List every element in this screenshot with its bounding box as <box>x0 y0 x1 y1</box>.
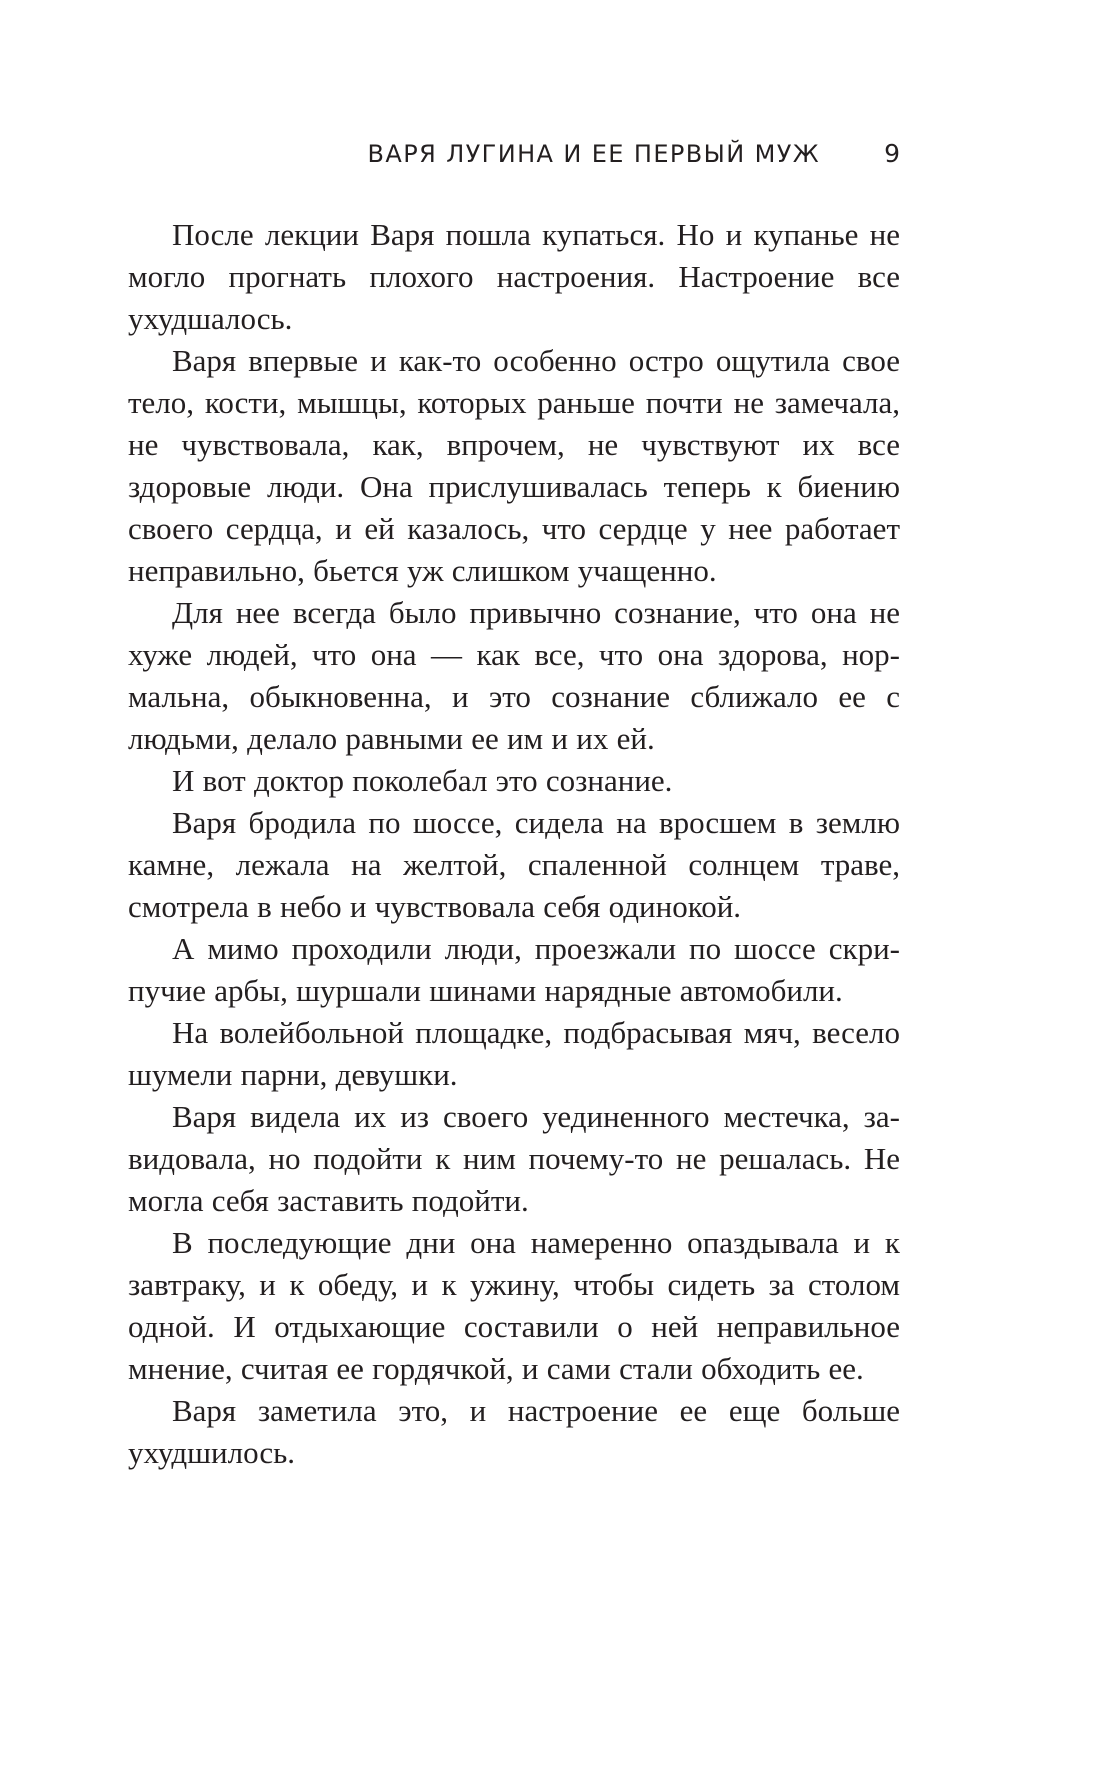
paragraph: А мимо проходили люди, проезжали по шоссе скрипучие арбы, шуршали шинами нарядные автомобили. <box>128 931 900 1008</box>
paragraph: Варя заметила это, и настроение ее еще больше ухудшилось. <box>128 1393 900 1470</box>
body-text <box>128 214 900 1474</box>
paragraph: На волейбольной площадке, подбрасывая мяч, весело шумели парни, девушки. <box>128 1015 900 1092</box>
paragraph: После лекции Варя пошла купаться. Но и купанье не могло прогнать плохого настроения. Настроение все ухудшалось. <box>128 217 900 336</box>
paragraph: Варя видела их из своего уединенного местечка, завидовала, но подойти к ним почему-то не решалась. Не могла себя заставить подойти. <box>128 1099 900 1218</box>
paragraph: Варя впервые и как-то особенно остро ощутила свое тело, кости, мышцы, которых раньше почти не замечала, не чувствовала, как, впрочем, не чувствуют их все здоровые люди. Она прислушивалась теперь к биению своего сердца, и ей казалось, что сердце у нее работает неправильно, бьется уж слишком учащенно. <box>128 343 900 588</box>
page-number: 9 <box>884 139 900 168</box>
paragraph: Для нее всегда было привычно сознание, что она не хуже людей, что она — как все, что она здорова, нормальна, обыкновенна, и это сознание сближало ее с людьми, делало равными ее им и их ей. <box>128 595 900 756</box>
paragraph: Варя бродила по шоссе, сидела на вросшем в землю камне, лежала на желтой, спаленной солнцем траве, смотрела в небо и чувствовала себя одинокой. <box>128 805 900 924</box>
paragraph: И вот доктор поколебал это сознание. <box>172 763 673 798</box>
running-header-title: ВАРЯ ЛУГИНА И ЕЕ ПЕРВЫЙ МУЖ <box>367 140 820 168</box>
paragraph: В последующие дни она намеренно опаздывала и к завтраку, и к обеду, и к ужину, чтобы сидеть за столом одной. И отдыхающие составили о ней неправильное мнение, считая ее гордячкой, и сами стали обходить ее. <box>128 1225 900 1386</box>
running-header <box>128 134 900 174</box>
